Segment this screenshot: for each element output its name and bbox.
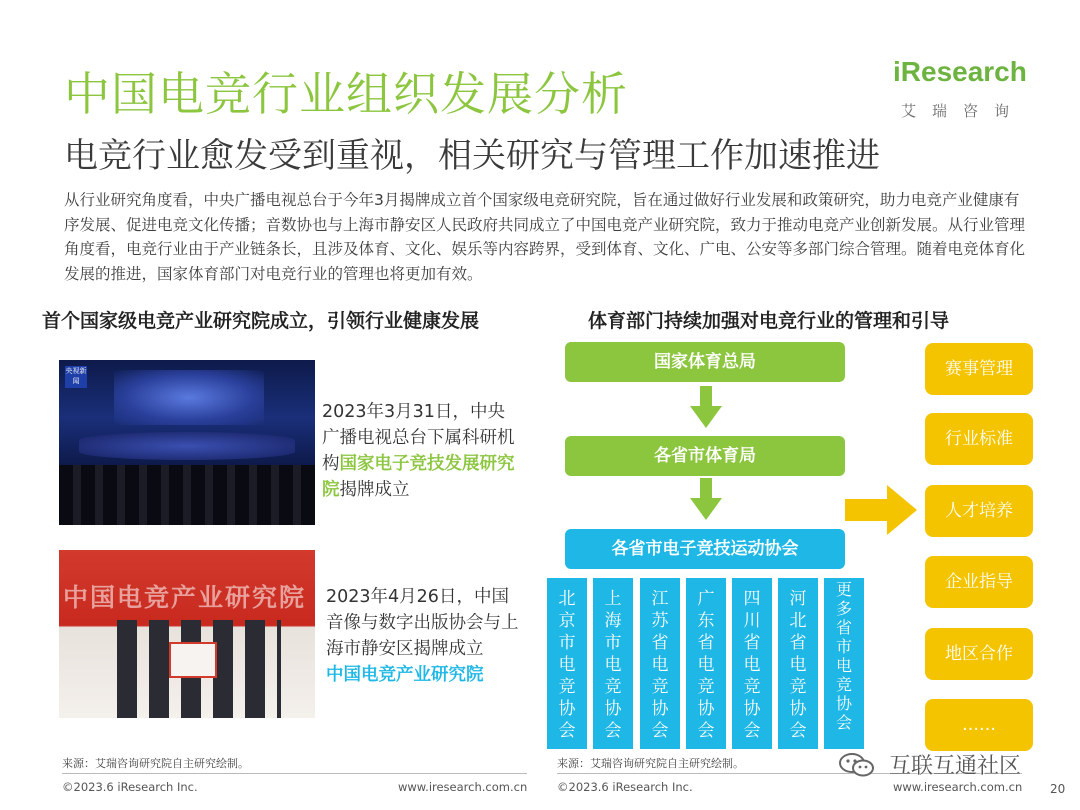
footer-url-right: www.iresearch.com.cn — [893, 780, 1023, 794]
right-section-heading: 体育部门持续加强对电竞行业的管理和引导 — [588, 310, 950, 332]
audience — [59, 465, 315, 525]
down-arrow-icon — [690, 386, 722, 428]
association-column: 河 北 省 电 竞 协 会 — [778, 578, 818, 749]
down-arrow-icon — [690, 478, 722, 520]
page-number: 20 — [1050, 782, 1066, 796]
function-box: 地区合作 — [925, 628, 1033, 680]
photo1-caption — [322, 399, 522, 503]
institute-launch-photo-2 — [59, 550, 315, 718]
national-sports-administration-box: 国家体育总局 — [565, 342, 845, 382]
source-note-right: 来源：艾瑞咨询研究院自主研究绘制。 — [557, 757, 744, 770]
logo-brand: iResearch — [893, 56, 1027, 87]
caption1-highlight: 国家电子竞技发展研究院 — [322, 454, 515, 500]
stage-screen — [114, 370, 264, 425]
function-box: 人才培养 — [925, 485, 1033, 537]
logo-chinese: 艾瑞咨询 — [901, 102, 1026, 120]
caption1-suffix: 揭牌成立 — [339, 480, 410, 500]
association-column: 四 川 省 电 竞 协 会 — [732, 578, 772, 749]
association-column: 广 东 省 电 竞 协 会 — [686, 578, 726, 749]
footer-copyright-left: ©2023.6 iResearch Inc. — [62, 780, 198, 794]
source-note-left: 来源：艾瑞咨询研究院自主研究绘制。 — [62, 757, 249, 770]
intro-paragraph: 从行业研究角度看，中央广播电视总台于今年3月揭牌成立首个国家级电竞研究院，旨在通过做好行业发展和政策研究，助力电竞产业健康有序发展、促进电竞文化传播；音数协也与上海市静安区人民政府共同成立了中国电竞产业研究院，致力于推动电竞产业创新发展。从行业管理角度看，电竞行业由于产业链条长，且涉及体育、文化、娱乐等内容跨界，受到体育、文化、广电、公安等多部门综合管理。随着电竞体育化发展的推进，国家体育部门对电竞行业的管理也将更加有效。 — [64, 191, 1026, 283]
cctv-news-badge: 央视新闻 — [65, 366, 87, 388]
association-column: 更 多 省 市 电 竞 协 会 — [824, 578, 864, 749]
association-column: 上 海 市 电 竞 协 会 — [593, 578, 633, 749]
footer-copyright-right: ©2023.6 iResearch Inc. — [557, 780, 693, 794]
iresearch-logo — [893, 56, 1028, 126]
provincial-esports-association-box: 各省市电子竞技运动协会 — [565, 529, 845, 569]
function-box: 企业指导 — [925, 556, 1033, 608]
association-column: 北 京 市 电 竞 协 会 — [547, 578, 587, 749]
institute-launch-photo-1 — [59, 360, 315, 525]
page-title: 中国电竞行业组织发展分析 — [64, 67, 628, 121]
left-section-heading: 首个国家级电竞产业研究院成立，引领行业健康发展 — [42, 310, 480, 332]
watermark-text: 互联互通社区 — [889, 754, 1022, 779]
backdrop-text: 中国电竞产业研究院 — [63, 583, 307, 612]
function-box: 赛事管理 — [925, 343, 1033, 395]
divider — [62, 773, 527, 774]
caption1-text: 2023年3月31日，中央广播电视总台下属科研机构 — [322, 402, 515, 474]
watermark — [838, 749, 1021, 779]
footer-url-left: www.iresearch.com.cn — [398, 780, 528, 794]
page-subtitle: 电竞行业愈发受到重视，相关研究与管理工作加速推进 — [64, 136, 880, 176]
function-box: 行业标准 — [925, 413, 1033, 465]
right-arrow-icon — [845, 485, 917, 535]
plaque — [169, 642, 217, 678]
photo2-caption — [326, 584, 526, 688]
provincial-sports-bureau-box: 各省市体育局 — [565, 436, 845, 476]
stage — [79, 432, 295, 460]
association-column: 江 苏 省 电 竞 协 会 — [640, 578, 680, 749]
function-box: …… — [925, 699, 1033, 751]
caption2-highlight: 中国电竞产业研究院 — [326, 665, 484, 685]
caption2-text: 2023年4月26日，中国音像与数字出版协会与上海市静安区揭牌成立 — [326, 587, 519, 659]
wechat-icon — [838, 752, 876, 778]
